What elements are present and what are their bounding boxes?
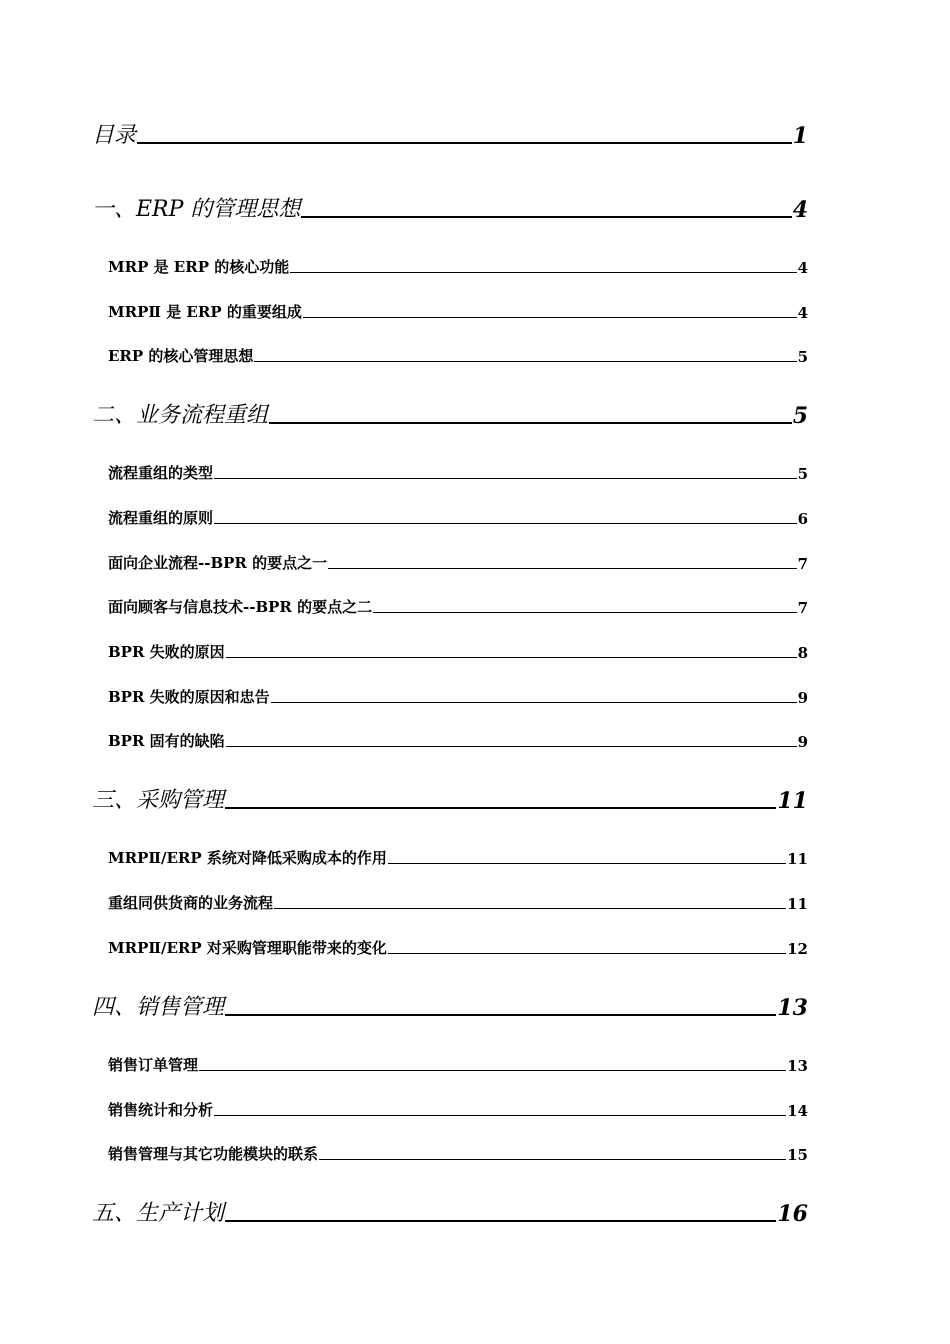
toc-entry-subheading[interactable] xyxy=(108,847,808,868)
toc-entry-page: 9 xyxy=(797,689,808,707)
toc-entry-page: 11 xyxy=(777,788,808,814)
dot-leader xyxy=(373,612,796,613)
toc-entry-title: 二、业务流程重组 xyxy=(92,403,269,428)
toc-entry-subheading[interactable] xyxy=(108,937,808,958)
toc-entry-title: 面向企业流程--BPR 的要点之一 xyxy=(108,554,328,572)
dot-leader xyxy=(301,216,791,218)
toc-entry-title: MRPⅡ/ERP 对采购管理职能带来的变化 xyxy=(108,939,387,957)
toc-entry-title: 三、采购管理 xyxy=(92,788,225,813)
toc-entry-subheading[interactable] xyxy=(108,596,808,617)
toc-entry-title: 重组同供货商的业务流程 xyxy=(108,894,274,912)
toc-entry-title: 销售统计和分析 xyxy=(108,1101,214,1119)
dot-leader xyxy=(214,478,797,479)
dot-leader xyxy=(214,523,797,524)
toc-entry-page: 4 xyxy=(797,259,808,277)
toc-entry-subheading[interactable] xyxy=(108,552,808,573)
toc-entry-page: 5 xyxy=(792,403,808,429)
dot-leader xyxy=(271,702,797,703)
dot-leader xyxy=(137,142,792,144)
toc-entry-title: 流程重组的原则 xyxy=(108,509,214,527)
toc-entry-page: 5 xyxy=(797,348,808,366)
toc-entry-heading[interactable] xyxy=(92,990,808,1021)
toc-entry-page: 6 xyxy=(797,510,808,528)
toc-entry-title: MRPⅡ/ERP 系统对降低采购成本的作用 xyxy=(108,849,387,867)
dot-leader xyxy=(388,953,786,954)
toc-entry-title: 销售管理与其它功能模块的联系 xyxy=(108,1145,319,1163)
toc-entry-title: BPR 固有的缺陷 xyxy=(108,732,225,750)
toc-entry-subheading[interactable] xyxy=(108,1143,808,1164)
dot-leader xyxy=(254,361,796,362)
toc-entry-page: 1 xyxy=(792,123,808,149)
toc-entry-page: 7 xyxy=(797,599,808,617)
dot-leader xyxy=(388,863,786,864)
toc-entry-title: MRP 是 ERP 的核心功能 xyxy=(108,258,290,276)
toc-entry-title: 销售订单管理 xyxy=(108,1056,199,1074)
toc-entry-title: 四、销售管理 xyxy=(92,995,225,1020)
toc-entry-subheading[interactable] xyxy=(108,507,808,528)
toc-entry-title: 目录 xyxy=(92,123,137,148)
dot-leader xyxy=(225,807,776,809)
toc-entry-page: 11 xyxy=(787,850,808,868)
toc-entry-page: 4 xyxy=(792,197,808,223)
dot-leader xyxy=(303,317,797,318)
toc-entry-page: 5 xyxy=(797,465,808,483)
toc-entry-title: 流程重组的类型 xyxy=(108,464,214,482)
dot-leader xyxy=(269,422,792,424)
toc-entry-subheading[interactable] xyxy=(108,686,808,707)
toc-entry-page: 11 xyxy=(787,895,808,913)
dot-leader xyxy=(290,272,796,273)
toc-entry-heading[interactable] xyxy=(92,118,808,149)
toc-entry-title: BPR 失败的原因和忠告 xyxy=(108,688,270,706)
toc-entry-page: 12 xyxy=(787,940,808,958)
toc-entry-page: 15 xyxy=(787,1146,808,1164)
dot-leader xyxy=(225,1014,776,1016)
toc-entry-title: 面向顾客与信息技术--BPR 的要点之二 xyxy=(108,598,373,616)
toc-entry-page: 13 xyxy=(777,995,808,1021)
toc-entry-subheading[interactable] xyxy=(108,256,808,277)
toc-entry-page: 4 xyxy=(797,304,808,322)
toc-entry-subheading[interactable] xyxy=(108,892,808,913)
dot-leader xyxy=(328,568,796,569)
toc-entry-subheading[interactable] xyxy=(108,1099,808,1120)
toc-entry-heading[interactable] xyxy=(92,192,808,223)
toc-entry-subheading[interactable] xyxy=(108,462,808,483)
dot-leader xyxy=(225,1220,776,1222)
toc-entry-heading[interactable] xyxy=(92,783,808,814)
toc-entry-title: MRPⅡ 是 ERP 的重要组成 xyxy=(108,303,302,321)
toc-entry-title: 一、ERP 的管理思想 xyxy=(92,197,301,222)
dot-leader xyxy=(226,746,797,747)
toc-entry-subheading[interactable] xyxy=(108,641,808,662)
toc-entry-title: 五、生产计划 xyxy=(92,1201,225,1226)
toc-entry-heading[interactable] xyxy=(92,1196,808,1227)
toc-entry-subheading[interactable] xyxy=(108,1054,808,1075)
toc-entry-page: 7 xyxy=(797,555,808,573)
dot-leader xyxy=(199,1070,786,1071)
dot-leader xyxy=(319,1159,786,1160)
toc-entry-subheading[interactable] xyxy=(108,301,808,322)
toc-entry-subheading[interactable] xyxy=(108,730,808,751)
toc-entry-subheading[interactable] xyxy=(108,345,808,366)
toc-entry-heading[interactable] xyxy=(92,398,808,429)
toc-entry-page: 13 xyxy=(787,1057,808,1075)
toc-entry-page: 8 xyxy=(797,644,808,662)
toc-entry-page: 14 xyxy=(787,1102,808,1120)
toc-entry-page: 9 xyxy=(797,733,808,751)
dot-leader xyxy=(214,1115,786,1116)
toc-entry-title: BPR 失败的原因 xyxy=(108,643,225,661)
dot-leader xyxy=(226,657,797,658)
toc-entry-title: ERP 的核心管理思想 xyxy=(108,347,254,365)
toc-entry-page: 16 xyxy=(777,1201,808,1227)
dot-leader xyxy=(274,908,786,909)
